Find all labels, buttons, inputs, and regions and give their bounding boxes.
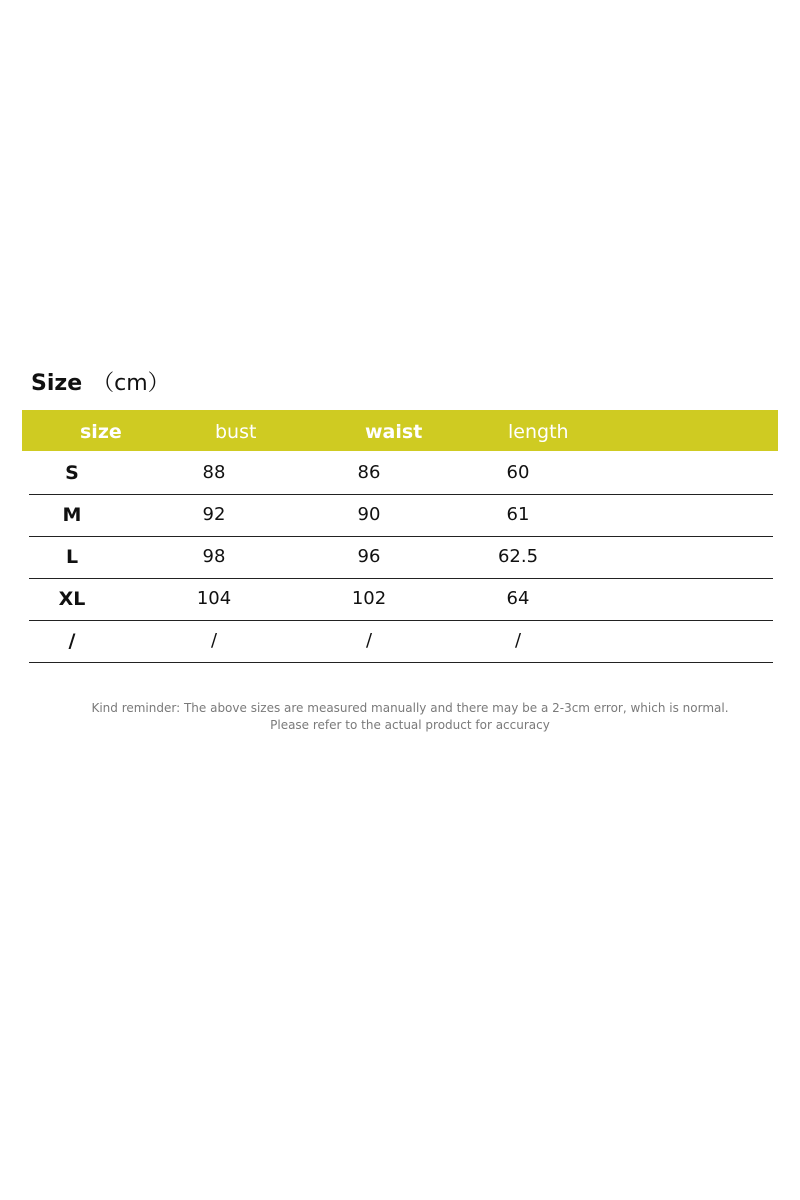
header-size: size [80, 421, 122, 443]
table-row [29, 620, 773, 663]
cell-waist: 102 [351, 588, 387, 609]
header-bust: bust [215, 421, 257, 443]
cell-bust: 92 [202, 504, 226, 525]
notice-line-2: Please refer to the actual product for accuracy [270, 718, 550, 732]
cell-waist: / [365, 630, 373, 651]
header-waist: waist [365, 421, 423, 443]
cell-length: 61 [506, 504, 530, 525]
size-chart-title [31, 368, 170, 400]
cell-size: L [65, 546, 79, 568]
cell-size: XL [58, 588, 86, 610]
cell-length: 60 [506, 462, 530, 483]
table-row [29, 494, 773, 537]
title-main: Size [31, 371, 83, 396]
table-row [29, 536, 773, 579]
cell-length: 64 [506, 588, 530, 609]
cell-waist: 86 [357, 462, 381, 483]
cell-length: / [514, 630, 522, 651]
header-length: length [508, 421, 569, 443]
table-row [29, 452, 773, 495]
cell-waist: 96 [357, 546, 381, 567]
cell-length: 62.5 [497, 546, 539, 567]
cell-size: / [68, 630, 76, 652]
table-row [29, 578, 773, 621]
cell-bust: 104 [196, 588, 232, 609]
table-header [22, 410, 778, 451]
measurement-notice [0, 700, 800, 734]
cell-bust: 88 [202, 462, 226, 483]
cell-waist: 90 [357, 504, 381, 525]
cell-size: S [65, 462, 79, 484]
cell-size: M [62, 504, 82, 526]
notice-line-1: Kind reminder: The above sizes are measured manually and there may be a 2-3cm error, which is normal. [91, 701, 729, 715]
title-unit: （cm） [92, 371, 170, 396]
cell-bust: 98 [202, 546, 226, 567]
cell-bust: / [210, 630, 218, 651]
